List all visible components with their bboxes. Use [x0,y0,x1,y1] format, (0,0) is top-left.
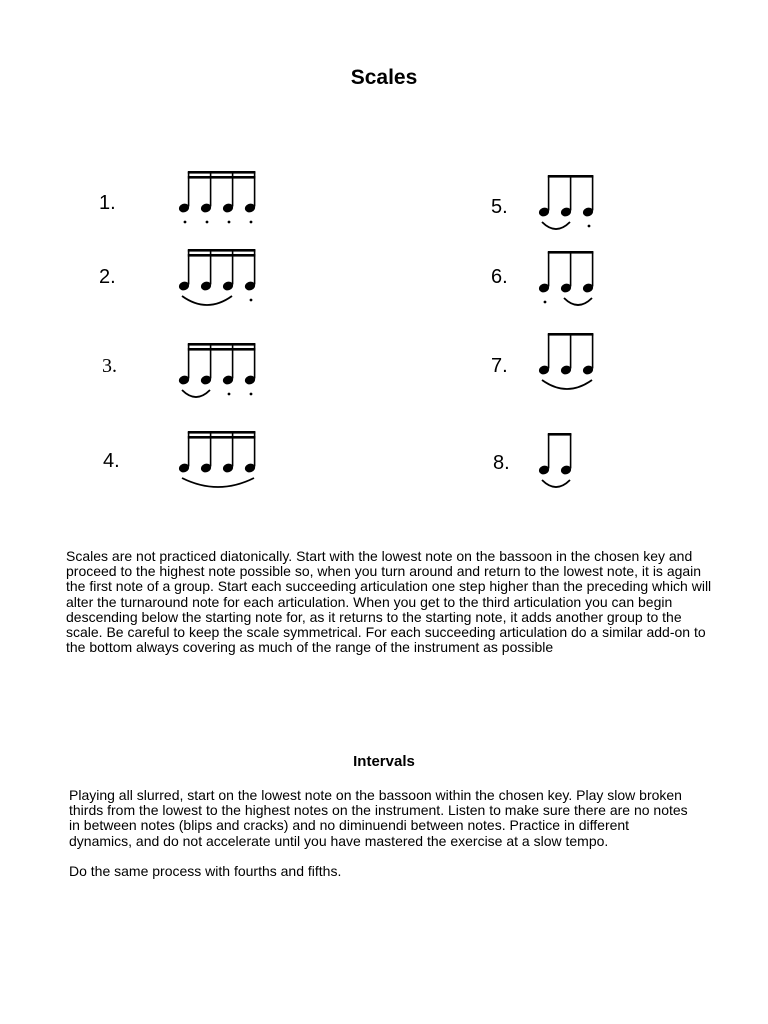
scales-paragraph [66,549,746,655]
exercise-number-7: 7. [491,355,508,377]
beam [188,254,256,257]
slur [182,478,254,487]
beam [548,433,572,436]
beam [548,333,594,336]
intervals-final-line: Do the same process with fourths and fifths. [69,863,342,879]
intervals-line: in between notes (blips and cracks) and no diminuendi between notes. Practice in different [69,817,630,834]
beam [188,171,256,174]
exercise-number-2: 2. [99,266,116,288]
scales-line: the first note of a group. Start each succeeding articulation one step higher than the preceding which will [66,578,712,595]
notation-1 [170,160,270,235]
scales-line: scale. Be careful to keep the scale symmetrical. For each succeeding articulation do a similar add-on to [66,624,706,641]
exercise-number-1: 1. [99,192,116,214]
beam [188,436,256,439]
exercise-number-5: 5. [491,196,508,218]
slur [182,390,210,397]
intervals-paragraph [69,788,729,849]
beam [188,343,256,346]
beam [188,431,256,434]
beam [548,175,594,178]
slur [542,222,570,229]
scales-line: alter the turnaround note for each articulation. When you get to the third articulation you can begin [66,593,673,610]
slur [542,380,592,389]
staccato-dot [228,221,231,224]
notation-6 [530,240,610,315]
staccato-dot [250,393,253,396]
slur [564,298,592,305]
beam [188,249,256,252]
exercise-number-3: 3. [102,355,117,377]
exercise-number-4: 4. [103,450,120,472]
staccato-dot [228,393,231,396]
scales-line: descending below the starting note for, as it returns to the starting note, it adds another group to the [66,608,682,625]
staccato-dot [206,221,209,224]
notation-5 [530,164,610,239]
slur [542,480,570,487]
notation-4 [170,420,270,500]
intervals-line: Playing all slurred, start on the lowest note on the bassoon within the chosen key. Play slow broken [69,787,682,803]
scales-line: the bottom always covering as much of the range of the instrument as possible [66,639,554,656]
staccato-dot [184,221,187,224]
notation-8 [530,422,610,497]
page-title: Scales [350,66,418,89]
notation-7 [530,322,610,397]
slur [182,296,232,305]
intervals-line: dynamics, and do not accelerate until you have mastered the exercise at a slow tempo. [69,832,609,849]
notation-3 [170,332,270,407]
beam [188,176,256,179]
intervals-line: thirds from the lowest to the highest notes on the instrument. Listen to make sure there are no notes [69,802,688,819]
notation-2 [170,238,270,313]
beam [188,348,256,351]
exercise-number-6: 6. [491,266,508,288]
beam [548,251,594,254]
staccato-dot [250,299,253,302]
scales-line: proceed to the highest note possible so, when you turn around and return to the lowest note, it is again [66,563,702,580]
exercise-number-8: 8. [493,452,510,474]
staccato-dot [250,221,253,224]
staccato-dot [544,301,547,304]
intervals-title: Intervals [353,753,415,770]
scales-line: Scales are not practiced diatonically. Start with the lowest note on the bassoon in the chosen key and [66,548,693,564]
staccato-dot [588,225,591,228]
